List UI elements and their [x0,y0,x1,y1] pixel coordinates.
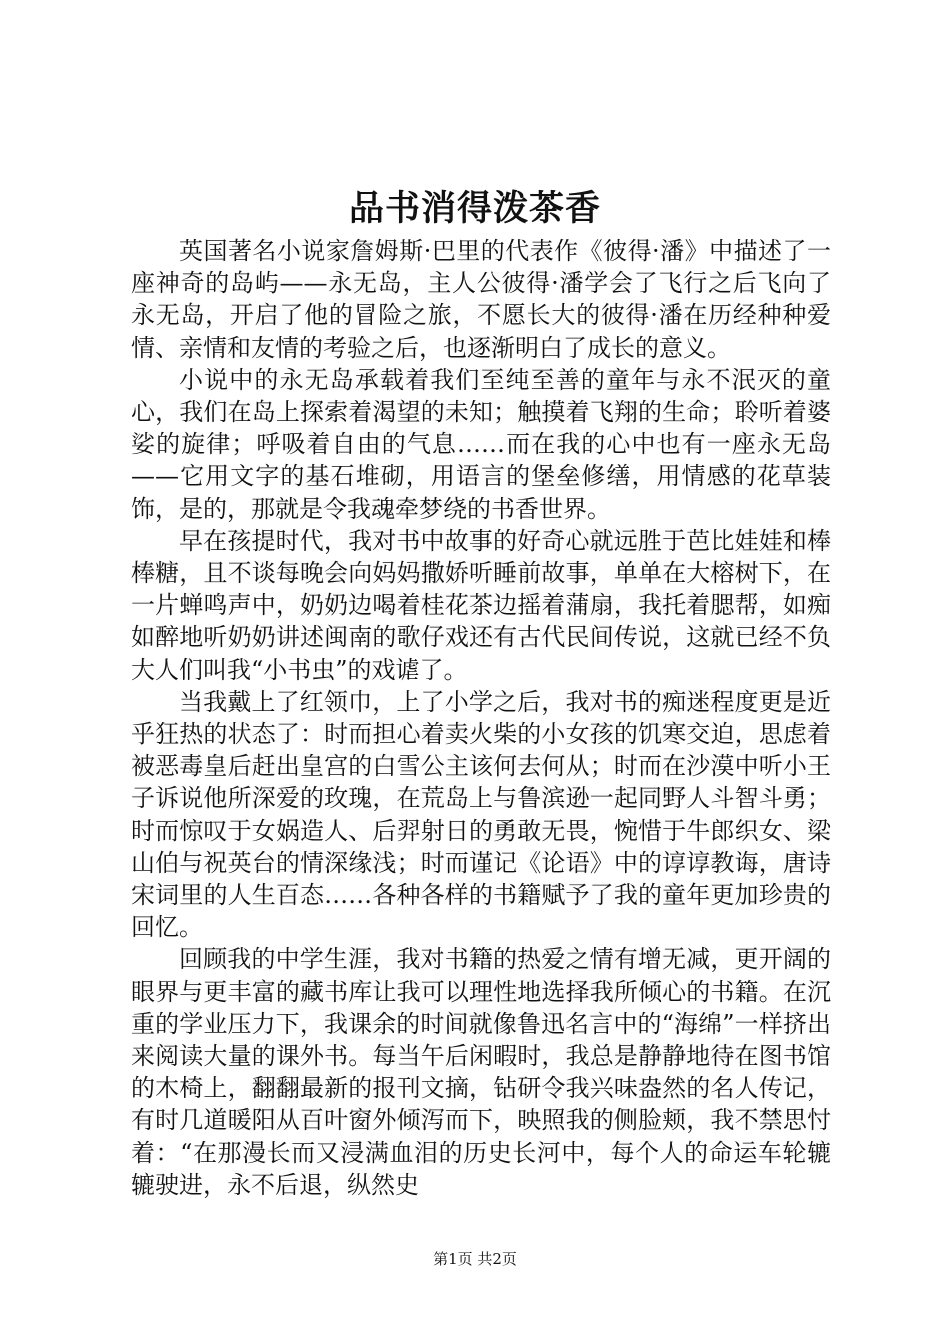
paragraph: 早在孩提时代，我对书中故事的好奇心就远胜于芭比娃娃和棒棒糖，且不谈每晚会向妈妈撒娇听睡前故事，单单在大榕树下，在一片蝉鸣声中，奶奶边喝着桂花茶边摇着蒲扇，我托着腮帮，如痴如醉地听奶奶讲述闽南的歌仔戏还有古代民间传说，这就已经不负大人们叫我“小书虫”的戏谑了。 [131,526,831,684]
paragraph: 英国著名小说家詹姆斯·巴里的代表作《彼得·潘》中描述了一座神奇的岛屿——永无岛，主人公彼得·潘学会了飞行之后飞向了永无岛，开启了他的冒险之旅，不愿长大的彼得·潘在历经种种爱情、亲情和友情的考验之后，也逐渐明白了成长的意义。 [131,237,831,362]
document-body [131,235,831,1201]
page-title: 品书消得泼茶香 [348,188,601,229]
paragraph: 当我戴上了红领巾，上了小学之后，我对书的痴迷程度更是近乎狂热的状态了：时而担心着卖火柴的小女孩的饥寒交迫，思虑着被恶毒皇后赶出皇宫的白雪公主该何去何从；时而在沙漠中听小王子诉说他所深爱的玫瑰，在荒岛上与鲁滨逊一起同野人斗智斗勇；时而惊叹于女娲造人、后羿射日的勇敢无畏，惋惜于牛郎织女、梁山伯与祝英台的情深缘浅；时而谨记《论语》中的谆谆教诲，唐诗宋词里的人生百态……各种各样的书籍赋予了我的童年更加珍贵的回忆。 [131,687,831,942]
paragraph: 小说中的永无岛承载着我们至纯至善的童年与永不泯灭的童心，我们在岛上探索着渴望的未知；触摸着飞翔的生命；聆听着婆娑的旋律；呼吸着自由的气息……而在我的心中也有一座永无岛——它用文字的基石堆砌，用语言的堡垒修缮，用情感的花草装饰，是的，那就是令我魂牵梦绕的书香世界。 [131,365,831,523]
paragraph: 回顾我的中学生涯，我对书籍的热爱之情有增无减，更开阔的眼界与更丰富的藏书库让我可以理性地选择我所倾心的书籍。在沉重的学业压力下，我课余的时间就像鲁迅名言中的“海绵”一样挤出来阅读大量的课外书。每当午后闲暇时，我总是静静地待在图书馆的木椅上，翻翻最新的报刊文摘，钻研令我兴味盎然的名人传记，有时几道暖阳从百叶窗外倾泻而下，映照我的侧脸颊，我不禁思忖着：“在那漫长而又浸满血泪的历史长河中，每个人的命运车轮辘辘驶进，永不后退，纵然史 [131,945,831,1199]
page-footer: 第1页 共2页 [433,1250,517,1268]
